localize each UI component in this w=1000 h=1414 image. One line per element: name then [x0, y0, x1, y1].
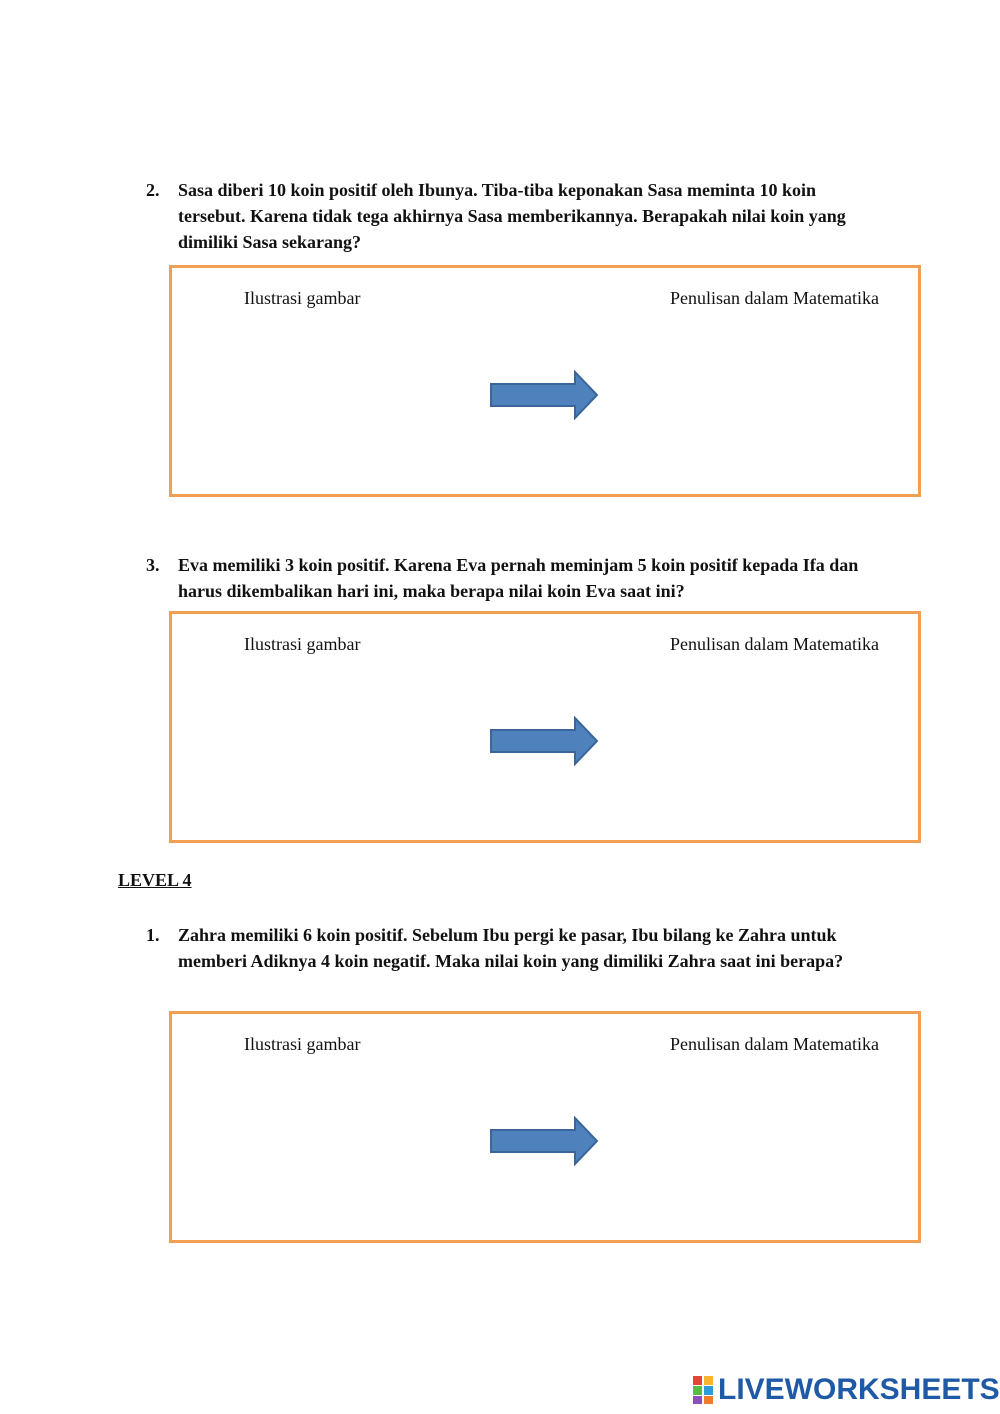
brand-name: LIVEWORKSHEETS — [718, 1373, 1000, 1406]
answer-box-q3 — [169, 611, 921, 843]
illustration-label: Ilustrasi gambar — [244, 634, 361, 654]
math-notation-label: Penulisan dalam Matematika — [670, 1034, 879, 1054]
right-arrow-icon — [489, 1116, 601, 1166]
math-notation-label: Penulisan dalam Matematika — [670, 288, 879, 308]
illustration-label: Ilustrasi gambar — [244, 1034, 361, 1054]
question-text: Zahra memiliki 6 koin positif. Sebelum Ibu pergi ke pasar, Ibu bilang ke Zahra untuk memberi Adiknya 4 koin negatif. Maka nilai koin yang dimiliki Zahra saat ini berapa? — [178, 925, 844, 971]
question-text: Eva memiliki 3 koin positif. Karena Eva pernah meminjam 5 koin positif kepada Ifa dan harus dikembalikan hari ini, maka berapa nilai koin Eva saat ini? — [178, 555, 859, 601]
question-number: 1. — [146, 925, 160, 945]
liveworksheets-logo-icon — [692, 1375, 714, 1405]
answer-box-q2 — [169, 265, 921, 497]
illustration-label: Ilustrasi gambar — [244, 288, 361, 308]
question-2 — [146, 177, 886, 255]
question-text: Sasa diberi 10 koin positif oleh Ibunya. Tiba-tiba keponakan Sasa meminta 10 koin tersebut. Karena tidak tega akhirnya Sasa memberikannya. Berapakah nilai koin yang dimiliki Sasa sekarang? — [178, 180, 846, 252]
answer-box-level4-q1 — [169, 1011, 921, 1243]
level4-question-1 — [146, 922, 886, 974]
right-arrow-icon — [489, 716, 601, 766]
right-arrow-icon — [489, 370, 601, 420]
question-number: 3. — [146, 555, 160, 575]
level-heading: LEVEL 4 — [118, 870, 192, 890]
liveworksheets-brand — [692, 1372, 1000, 1408]
question-number: 2. — [146, 180, 160, 200]
question-3 — [146, 552, 886, 604]
math-notation-label: Penulisan dalam Matematika — [670, 634, 879, 654]
